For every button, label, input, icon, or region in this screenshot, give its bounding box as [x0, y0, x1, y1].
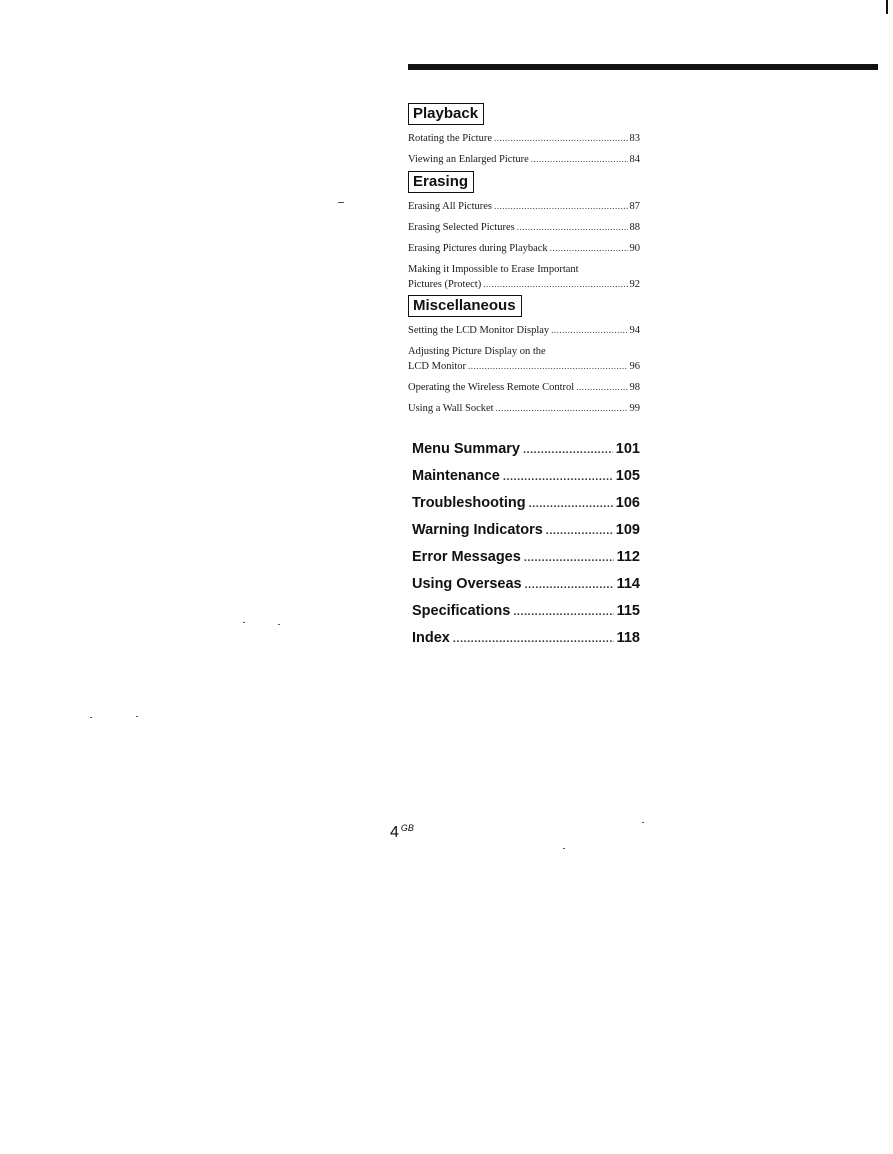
leader-dots	[513, 604, 613, 622]
entry-title: LCD Monitor	[408, 361, 467, 372]
leader-dots	[453, 631, 614, 649]
chapter-list	[412, 441, 640, 657]
section-erasing	[408, 171, 640, 298]
leader-dots	[524, 550, 614, 568]
scan-speck	[563, 848, 565, 849]
chapter-title: Warning Indicators	[412, 522, 543, 538]
entry-page: 90	[629, 243, 640, 254]
chapter-page: 114	[616, 576, 640, 592]
section-title: Playback	[408, 103, 484, 125]
scan-speck	[338, 202, 344, 203]
entry-page: 98	[629, 382, 640, 393]
entry-page: 87	[629, 201, 640, 212]
leader-dots	[525, 577, 614, 595]
leader-dots	[550, 241, 628, 256]
entry-title: Erasing All Pictures	[408, 201, 492, 212]
leader-dots	[576, 380, 627, 395]
chapter-title: Troubleshooting	[412, 495, 526, 511]
entry-title: Operating the Wireless Remote Control	[408, 382, 575, 393]
chapter-page: 115	[616, 603, 640, 619]
entry-title: Rotating the Picture	[408, 133, 492, 144]
chapter-title: Using Overseas	[412, 576, 522, 592]
chapter-title: Error Messages	[412, 549, 521, 565]
page-number: 4	[390, 824, 399, 841]
leader-dots	[546, 523, 613, 541]
entry-title-line: Adjusting Picture Display on the	[408, 346, 546, 357]
chapter-entry[interactable]	[412, 522, 640, 541]
section-miscellaneous	[408, 295, 640, 422]
leader-dots	[483, 277, 627, 292]
chapter-page: 112	[616, 549, 640, 565]
chapter-page: 106	[615, 495, 640, 511]
toc-entry[interactable]	[408, 262, 640, 292]
header-rule	[408, 64, 878, 70]
scan-speck	[136, 716, 138, 717]
scan-speck	[243, 622, 245, 623]
leader-dots	[523, 442, 613, 460]
leader-dots	[551, 323, 627, 338]
chapter-entry[interactable]	[412, 468, 640, 487]
toc-entry[interactable]	[408, 220, 640, 235]
page-edge-mark	[886, 0, 888, 14]
page-footer	[390, 823, 414, 842]
chapter-entry[interactable]	[412, 630, 640, 649]
leader-dots	[531, 152, 628, 167]
chapter-entry[interactable]	[412, 441, 640, 460]
scan-speck	[90, 717, 92, 718]
leader-dots	[496, 401, 628, 416]
entry-page: 92	[629, 279, 640, 290]
entry-title: Pictures (Protect)	[408, 279, 482, 290]
leader-dots	[517, 220, 628, 235]
chapter-title: Index	[412, 630, 450, 646]
scan-speck	[278, 624, 280, 625]
entry-page: 88	[629, 222, 640, 233]
chapter-page: 101	[615, 441, 640, 457]
entry-page: 84	[629, 154, 640, 165]
leader-dots	[494, 199, 628, 214]
chapter-entry[interactable]	[412, 576, 640, 595]
toc-entry[interactable]	[408, 241, 640, 256]
chapter-entry[interactable]	[412, 495, 640, 514]
entry-title: Erasing Pictures during Playback	[408, 243, 548, 254]
leader-dots	[529, 496, 613, 514]
chapter-entry[interactable]	[412, 549, 640, 568]
chapter-page: 118	[616, 630, 640, 646]
section-title: Erasing	[408, 171, 474, 193]
chapter-page: 105	[615, 468, 640, 484]
leader-dots	[468, 359, 627, 374]
toc-entry[interactable]	[408, 323, 640, 338]
region-code: GB	[400, 823, 414, 833]
toc-entry[interactable]	[408, 380, 640, 395]
toc-entry[interactable]	[408, 344, 640, 374]
chapter-title: Menu Summary	[412, 441, 520, 457]
entry-title-line: Making it Impossible to Erase Important	[408, 264, 579, 275]
chapter-title: Maintenance	[412, 468, 500, 484]
section-title: Miscellaneous	[408, 295, 522, 317]
chapter-entry[interactable]	[412, 603, 640, 622]
toc-entry[interactable]	[408, 131, 640, 146]
entry-page: 99	[629, 403, 640, 414]
chapter-page: 109	[615, 522, 640, 538]
chapter-title: Specifications	[412, 603, 511, 619]
entry-page: 83	[629, 133, 640, 144]
toc-entry[interactable]	[408, 199, 640, 214]
scan-speck	[642, 822, 644, 823]
entry-page: 96	[629, 361, 640, 372]
leader-dots	[494, 131, 628, 146]
entry-title: Viewing an Enlarged Picture	[408, 154, 529, 165]
entry-title: Using a Wall Socket	[408, 403, 494, 414]
leader-dots	[503, 469, 613, 487]
toc-entry[interactable]	[408, 152, 640, 167]
entry-title: Setting the LCD Monitor Display	[408, 325, 550, 336]
entry-page: 94	[629, 325, 640, 336]
section-playback	[408, 103, 640, 173]
entry-title: Erasing Selected Pictures	[408, 222, 515, 233]
toc-entry[interactable]	[408, 401, 640, 416]
